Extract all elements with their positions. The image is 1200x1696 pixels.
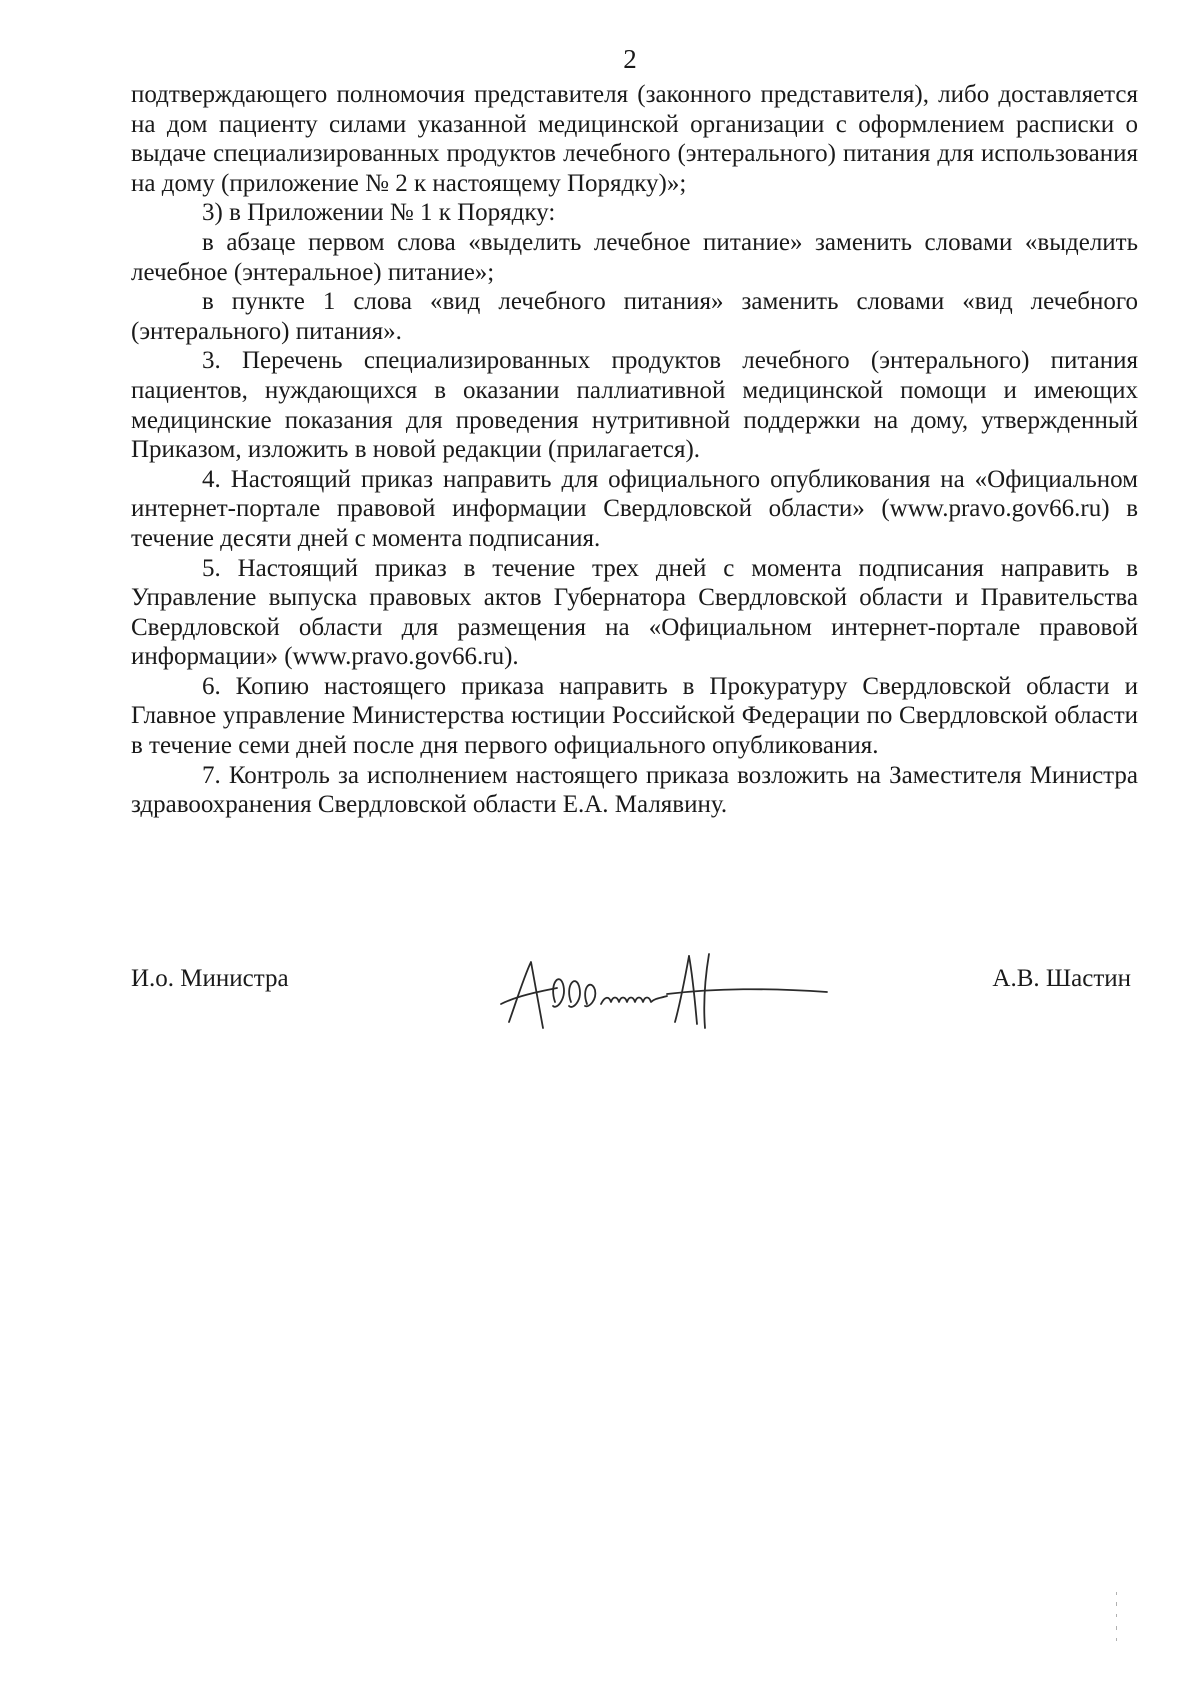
paragraph-item-3-appendix: 3) в Приложении № 1 к Порядку: [202,199,556,227]
signatory-name: А.В. Шастин [992,965,1131,992]
paragraph-item-4: 4. Настоящий приказ направить для официального опубликования на «Официальном интернет-портале правовой информации Свердловской области» (www.pravo.gov66.ru) в течение десяти дней с момента подписания. [131,465,1138,552]
signatory-title: И.о. Министра [131,965,289,992]
document-body [131,80,1138,820]
page-number: 2 [623,44,637,74]
paragraph-item-3: 3. Перечень специализированных продуктов лечебного (энтерального) питания пациентов, нуждающихся в оказании паллиативной медицинской помощи и имеющих медицинские показания для проведения нутритивной поддержки на дому, утвержденный Приказом, изложить в новой редакции (прилагается). [131,347,1138,464]
signature-block [131,964,1131,1084]
paragraph-item-7: 7. Контроль за исполнением настоящего приказа возложить на Заместителя Министра здравоохранения Свердловской области Е.А. Малявину. [131,761,1138,819]
scan-artifact [1115,1590,1119,1650]
paragraph-item-5: 5. Настоящий приказ в течение трех дней с момента подписания направить в Управление выпуска правовых актов Губернатора Свердловской области и Правительства Свердловской области для размещения на «Официальном интернет-портале правовой информации» (www.pravo.gov66.ru). [131,554,1138,671]
handwritten-signature [497,944,897,1044]
paragraph-item-6: 6. Копию настоящего приказа направить в Прокуратуру Свердловской области и Главное управление Министерства юстиции Российской Федерации по Свердловской области в течение семи дней после дня первого официального опубликования. [131,672,1138,760]
paragraph-first-abzac: в абзаце первом слова «выделить лечебное питание» заменить словами «выделить лечебное (энтеральное) питание»; [131,228,1138,286]
paragraph-continuation: подтверждающего полномочия представителя (законного представителя), либо доставляется на дом пациенту силами указанной медицинской организации с оформлением расписки о выдаче специализированных продуктов лечебного (энтерального) питания для использования на дому (приложение № 2 к настоящему Порядку)»; [131,81,1138,197]
paragraph-point-1: в пункте 1 слова «вид лечебного питания» заменить словами «вид лечебного (энтерального) питания». [131,288,1138,345]
